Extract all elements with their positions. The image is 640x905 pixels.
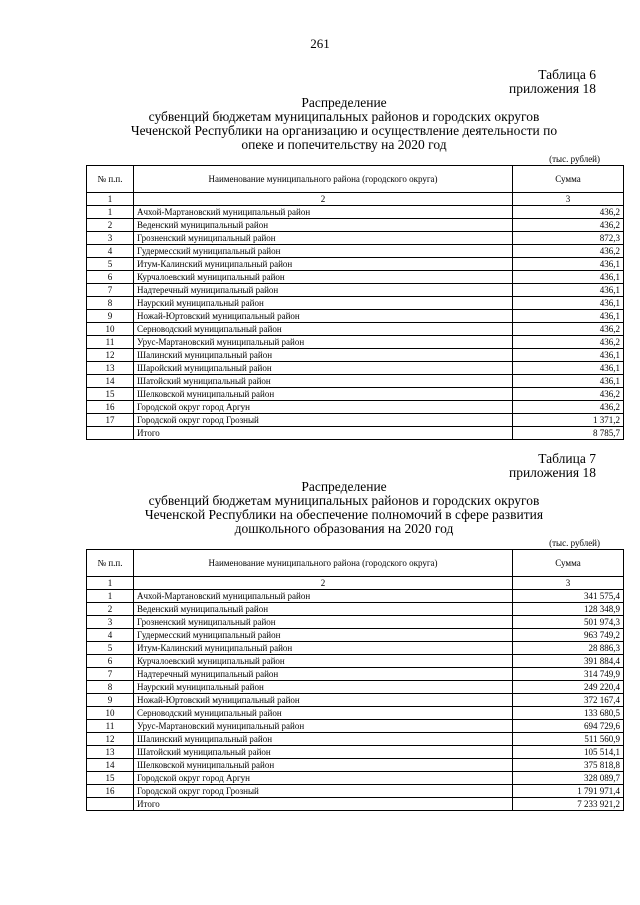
row-num: 16: [87, 785, 134, 798]
row-sum: 872,3: [513, 232, 624, 245]
row-sum: 7 233 921,2: [513, 798, 624, 811]
row-name: Грозненский муниципальный район: [134, 616, 513, 629]
row-sum: 694 729,6: [513, 720, 624, 733]
table-row: [87, 219, 624, 232]
row-name: Шатойский муниципальный район: [134, 746, 513, 759]
table-row: [87, 258, 624, 271]
row-num: 6: [87, 655, 134, 668]
header-num: № п.п.: [87, 166, 134, 193]
table-row: [87, 414, 624, 427]
table-title: Распределение субвенций бюджетам муниципальных районов и городских округов Чеченской Республики на обеспечение полномочий в сфере развития дошкольного образования на 2020 год: [144, 479, 544, 536]
row-num: 8: [87, 681, 134, 694]
row-name: Урус-Мартановский муниципальный район: [134, 336, 513, 349]
row-num: 3: [87, 616, 134, 629]
row-num: 13: [87, 746, 134, 759]
row-num: 5: [87, 258, 134, 271]
row-num: 9: [87, 694, 134, 707]
row-sum: 511 560,9: [513, 733, 624, 746]
table-row: [87, 733, 624, 746]
table-row: [87, 746, 624, 759]
header-row: [87, 166, 624, 193]
row-sum: 436,1: [513, 375, 624, 388]
row-num: 15: [87, 388, 134, 401]
row-sum: 133 680,5: [513, 707, 624, 720]
row-name: Шатойский муниципальный район: [134, 375, 513, 388]
header-sum: Сумма: [513, 550, 624, 577]
row-num: 5: [87, 642, 134, 655]
row-sum: 314 749,9: [513, 668, 624, 681]
row-name: Гудермесский муниципальный район: [134, 245, 513, 258]
row-name: Городской округ город Грозный: [134, 785, 513, 798]
table-row: [87, 681, 624, 694]
row-num: 11: [87, 720, 134, 733]
row-name: Шалинский муниципальный район: [134, 349, 513, 362]
table-row: [87, 707, 624, 720]
row-num: 1: [87, 206, 134, 219]
row-sum: 249 220,4: [513, 681, 624, 694]
table-row: [87, 590, 624, 603]
table-row: [87, 349, 624, 362]
row-sum: 436,1: [513, 284, 624, 297]
row-sum: 375 818,8: [513, 759, 624, 772]
row-sum: 436,2: [513, 219, 624, 232]
row-sum: 436,1: [513, 297, 624, 310]
row-num: 17: [87, 414, 134, 427]
row-name: Веденский муниципальный район: [134, 219, 513, 232]
row-sum: 8 785,7: [513, 427, 624, 440]
row-name: Надтеречный муниципальный район: [134, 668, 513, 681]
row-sum: 341 575,4: [513, 590, 624, 603]
data-table: [86, 549, 624, 811]
table-row: [87, 232, 624, 245]
row-name: Курчалоевский муниципальный район: [134, 271, 513, 284]
row-sum: 1 791 971,4: [513, 785, 624, 798]
table-row: [87, 388, 624, 401]
row-num: 9: [87, 310, 134, 323]
row-name: Веденский муниципальный район: [134, 603, 513, 616]
index-row: 1 2 3: [87, 577, 624, 590]
units-label: (тыс. рублей): [549, 538, 600, 548]
table-row: [87, 668, 624, 681]
row-sum: 1 371,2: [513, 414, 624, 427]
row-name: Шалинский муниципальный район: [134, 733, 513, 746]
row-name: Шелковской муниципальный район: [134, 388, 513, 401]
header-sum: Сумма: [513, 166, 624, 193]
table-7-section: [86, 451, 620, 811]
row-name: Шаройский муниципальный район: [134, 362, 513, 375]
row-sum: 436,1: [513, 362, 624, 375]
row-name: Наурский муниципальный район: [134, 297, 513, 310]
table-row: [87, 603, 624, 616]
table-row: [87, 629, 624, 642]
row-sum: 391 884,4: [513, 655, 624, 668]
row-num: 15: [87, 772, 134, 785]
row-name: Городской округ город Аргун: [134, 401, 513, 414]
table-row: [87, 375, 624, 388]
row-name: Городской округ город Грозный: [134, 414, 513, 427]
table-row: [87, 785, 624, 798]
row-sum: 128 348,9: [513, 603, 624, 616]
row-sum: 436,2: [513, 388, 624, 401]
row-name: Ачхой-Мартановский муниципальный район: [134, 206, 513, 219]
row-name: Итого: [134, 798, 513, 811]
row-num: 2: [87, 219, 134, 232]
table-row: [87, 720, 624, 733]
row-name: Урус-Мартановский муниципальный район: [134, 720, 513, 733]
table-row: [87, 759, 624, 772]
table-row: [87, 362, 624, 375]
row-sum: 436,2: [513, 401, 624, 414]
row-num: 12: [87, 349, 134, 362]
row-num: 14: [87, 375, 134, 388]
page-number: 261: [310, 36, 330, 51]
table-row: [87, 772, 624, 785]
table-caption: Таблица 7 приложения 18: [508, 451, 596, 480]
table-row: [87, 245, 624, 258]
table-row: [87, 336, 624, 349]
table-row: [87, 655, 624, 668]
row-sum: 436,2: [513, 206, 624, 219]
row-num: 12: [87, 733, 134, 746]
row-name: Грозненский муниципальный район: [134, 232, 513, 245]
data-table: [86, 165, 624, 440]
index-row: 1 2 3: [87, 193, 624, 206]
total-row: [87, 427, 624, 440]
table-row: [87, 616, 624, 629]
row-sum: 436,1: [513, 258, 624, 271]
header-name: Наименование муниципального района (городского округа): [134, 550, 513, 577]
total-row: [87, 798, 624, 811]
row-num: 10: [87, 323, 134, 336]
row-num: 1: [87, 590, 134, 603]
row-name: Итого: [134, 427, 513, 440]
row-name: Надтеречный муниципальный район: [134, 284, 513, 297]
table-row: [87, 694, 624, 707]
row-sum: 436,2: [513, 245, 624, 258]
table-row: [87, 206, 624, 219]
row-sum: 963 749,2: [513, 629, 624, 642]
table-row: [87, 642, 624, 655]
row-sum: 372 167,4: [513, 694, 624, 707]
row-name: Наурский муниципальный район: [134, 681, 513, 694]
row-num: 7: [87, 284, 134, 297]
row-name: Итум-Калинский муниципальный район: [134, 642, 513, 655]
table-title: Распределение субвенций бюджетам муниципальных районов и городских округов Чеченской Республики на организацию и осуществление деятельности по опеке и попечительству на 2020 год: [130, 95, 558, 152]
row-sum: 436,1: [513, 349, 624, 362]
row-name: Ножай-Юртовский муниципальный район: [134, 694, 513, 707]
row-name: Итум-Калинский муниципальный район: [134, 258, 513, 271]
row-num: 8: [87, 297, 134, 310]
row-sum: 436,1: [513, 271, 624, 284]
row-num: 11: [87, 336, 134, 349]
row-num: 14: [87, 759, 134, 772]
row-sum: 501 974,3: [513, 616, 624, 629]
row-name: Курчалоевский муниципальный район: [134, 655, 513, 668]
row-sum: 328 089,7: [513, 772, 624, 785]
header-row: [87, 550, 624, 577]
row-num: 13: [87, 362, 134, 375]
row-num: 4: [87, 629, 134, 642]
row-name: Ножай-Юртовский муниципальный район: [134, 310, 513, 323]
table-6-section: [86, 67, 620, 440]
row-num: 10: [87, 707, 134, 720]
table-row: [87, 271, 624, 284]
row-sum: 436,1: [513, 310, 624, 323]
header-name: Наименование муниципального района (городского округа): [134, 166, 513, 193]
row-sum: 436,2: [513, 323, 624, 336]
table-row: [87, 297, 624, 310]
row-num: [87, 427, 134, 440]
row-num: 6: [87, 271, 134, 284]
header-num: № п.п.: [87, 550, 134, 577]
table-row: [87, 401, 624, 414]
row-name: Серноводский муниципальный район: [134, 707, 513, 720]
row-num: 2: [87, 603, 134, 616]
row-name: Ачхой-Мартановский муниципальный район: [134, 590, 513, 603]
row-num: 4: [87, 245, 134, 258]
row-name: Городской округ город Аргун: [134, 772, 513, 785]
table-row: [87, 284, 624, 297]
table-caption: Таблица 6 приложения 18: [508, 67, 596, 96]
table-row: [87, 323, 624, 336]
row-sum: 436,2: [513, 336, 624, 349]
row-sum: 28 886,3: [513, 642, 624, 655]
units-label: (тыс. рублей): [549, 154, 600, 164]
row-num: 7: [87, 668, 134, 681]
row-name: Серноводский муниципальный район: [134, 323, 513, 336]
row-num: 16: [87, 401, 134, 414]
row-num: 3: [87, 232, 134, 245]
row-name: Шелковской муниципальный район: [134, 759, 513, 772]
table-row: [87, 310, 624, 323]
row-sum: 105 514,1: [513, 746, 624, 759]
row-num: [87, 798, 134, 811]
row-name: Гудермесский муниципальный район: [134, 629, 513, 642]
